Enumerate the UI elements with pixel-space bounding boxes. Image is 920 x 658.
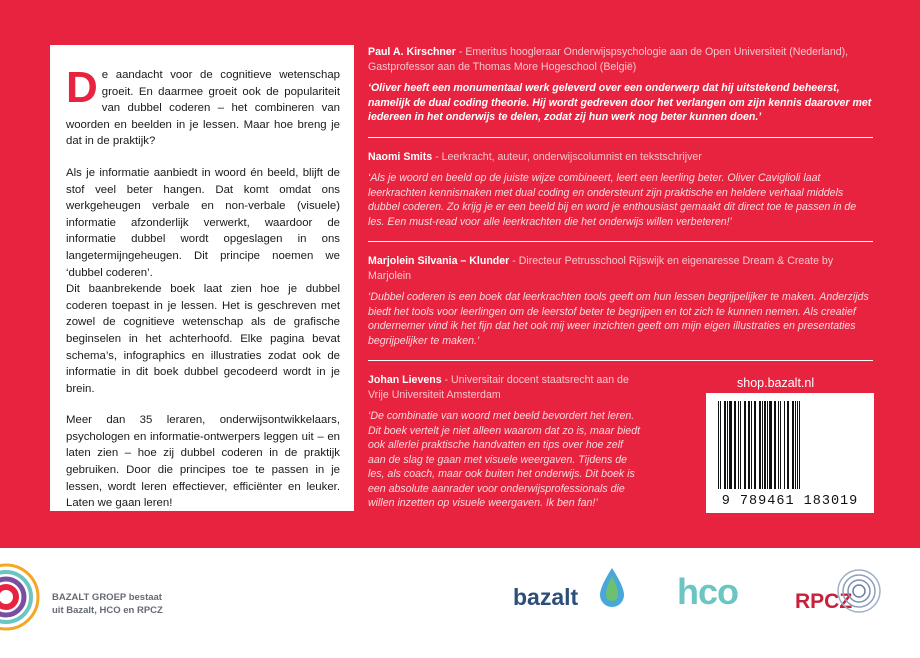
review-divider (368, 241, 873, 242)
reviewer-name: Naomi Smits (368, 150, 433, 163)
barcode-bar (748, 401, 750, 489)
footer-line-2: uit Bazalt, HCO en RPCZ (52, 605, 163, 616)
barcode-bar (754, 401, 756, 489)
review-divider (368, 360, 873, 361)
reviewer-name: Marjolein Silvania – Klunder (368, 255, 510, 267)
barcode-bar (769, 401, 772, 489)
barcode-bar (720, 401, 721, 489)
barcode-bar (734, 401, 736, 489)
barcode-bar (778, 401, 779, 489)
review-quote: ‘Als je woord en beeld op de juiste wijze combineert, leert een leerling beter. Oliver Caviglioli laat leerkrachten kennismaken met dual coding en ondersteunt zijn praktische en heldere verhaal middels dubbel coderen. Zo krijg je er een beeld bij en word je enthousiast gemaakt dit direct toe te passen in de les. Een must-read voor alle leerkrachten die het onderwijs willen verbeteren!’ (368, 172, 857, 228)
bazalt-groep-logo-icon (0, 562, 46, 632)
barcode-bar (780, 401, 781, 489)
barcode-bar (729, 401, 732, 489)
barcode-bar (727, 401, 728, 489)
barcode-bar (764, 401, 766, 489)
reviewer-role: - Leerkracht, auteur, onderwijscolumnist en tekstschrijver (432, 150, 702, 163)
review-quote: ‘Oliver heeft een monumentaal werk geleverd over een onderwerp dat hij uitstekend beheerst, namelijk de dual coding theorie. Hij wordt gedreven door het verlangen om zijn kennis daarover met iedereen in het onderwijs te delen, zodat zij hun werk nog beter kunnen doen.’ (368, 82, 872, 123)
blurb-paragraph-2: Als je informatie aanbiedt in woord én beeld, blijft de stof veel beter hangen. Dat komt omdat ons werkgeheugen verbale en non-verbale (visuele) informatie afzonderlijk verwerkt, waardoor de informatie dubbel wordt opgeslagen in ons langetermijngeheugen. Dit principe noemen we ‘dubbel coderen’. (66, 166, 340, 279)
barcode-bar (784, 401, 785, 489)
blurb-text-1: e aandacht voor de cognitieve wetenschap groeit. En daarmee groeit ook de populariteit van dubbel coderen – het combineren van woorden en beelden in je lessen. Maar hoe breng je dat in de praktijk? (66, 69, 340, 148)
barcode-bar (799, 401, 800, 489)
reviewer-role: - Universitair docent staatsrecht aan de Vrije Universiteit Amsterdam (368, 374, 629, 401)
barcode-bar (797, 401, 798, 489)
barcode-bar (751, 401, 752, 489)
barcode-bar (787, 401, 789, 489)
review-quote: ‘De combinatie van woord met beeld bevordert het leren. Dit boek vertelt je niet alleen waarom dat zo is, maar biedt ook allerlei praktische handvatten en tips over hoe zelf aan de slag te gaan met visuele weergaven. Tijdens de les, als coach, maar ook buiten het onderwijs. Dit boek is een absolute aanrader voor onderwijsprofessionals die willen inzetten op visuele weergaven. Ik ben fan!’ (368, 410, 641, 509)
barcode-bar (738, 401, 739, 489)
bazalt-drop-icon (597, 566, 627, 608)
reviewer-role: - Emeritus hoogleraar Onderwijspsychologie aan de Open Universiteit (Nederland), Gastprofessor aan de Thomas More Hogeschool (België) (368, 46, 849, 73)
dropcap: D (66, 63, 98, 112)
barcode-bar (718, 401, 719, 489)
bazalt-logo-text: bazalt (513, 584, 579, 610)
barcode-bar (740, 401, 741, 489)
blurb-box (50, 45, 354, 511)
blurb-paragraph-4: Meer dan 35 leraren, onderwijsontwikkelaars, psychologen en informatie-ontwerpers leggen uit – en laten zien – hoe zij dubbel coderen in de praktijk gebruiken. Door die principes toe te passen in je lessen, wordt leren effectiever, efficiënter en leuker. Laten we gaan leren! (66, 414, 340, 510)
rpcz-spiral-icon (836, 568, 882, 614)
review-lievens (368, 373, 643, 511)
reviewer-name: Paul A. Kirschner (368, 46, 456, 58)
barcode-bar (767, 401, 768, 489)
rpcz-logo-text: RPCZ (795, 590, 853, 613)
shop-url[interactable]: shop.bazalt.nl (737, 376, 815, 390)
isbn-number: 9 789461 183019 (721, 494, 859, 509)
isbn-barcode (706, 393, 874, 513)
blurb-paragraph-3: Dit baanbrekende boek laat zien hoe je dubbel coderen toepast in je lessen. Het is geschreven met zowel de cognitieve wetenschap als de grafische beginselen in het achterhoofd. Elke pagina bevat schema’s, infographics en illustraties zodat ook de informatie in dit boek dubbel gecodeerd wordt in je brein. (66, 283, 340, 395)
barcode-bar (774, 401, 776, 489)
barcode-bar (762, 401, 763, 489)
footer-group-text (52, 591, 163, 617)
review-divider (368, 137, 873, 138)
barcode-bar (759, 401, 761, 489)
hco-logo-text: hco (677, 571, 739, 612)
review-silvania-klunder (368, 254, 873, 348)
review-smits (368, 150, 873, 230)
review-kirschner (368, 45, 873, 125)
reviewer-name: Johan Lievens (368, 374, 442, 386)
barcode-bar (795, 401, 796, 489)
blurb-paragraph-1 (66, 63, 340, 150)
review-quote: ‘Dubbel coderen is een boek dat leerkrachten tools geeft om hun lessen begrijpelijker te maken. Anderzijds biedt het tools voor leerlingen om de leerstof beter te begrijpen en tot zich te kunnen nemen. Als creatief ondernemer vind ik het fijn dat het ook mij weer inzichten geeft om mijn eigen illustraties en presentaties begrijpelijker te maken.’ (368, 291, 869, 347)
barcode-bar (792, 401, 794, 489)
footer-line-1: BAZALT GROEP bestaat (52, 592, 162, 603)
barcode-bar (724, 401, 726, 489)
barcode-bar (744, 401, 746, 489)
reviewer-role: - Directeur Petrusschool Rijswijk en eigenaresse Dream & Create by Marjolein (368, 255, 834, 282)
